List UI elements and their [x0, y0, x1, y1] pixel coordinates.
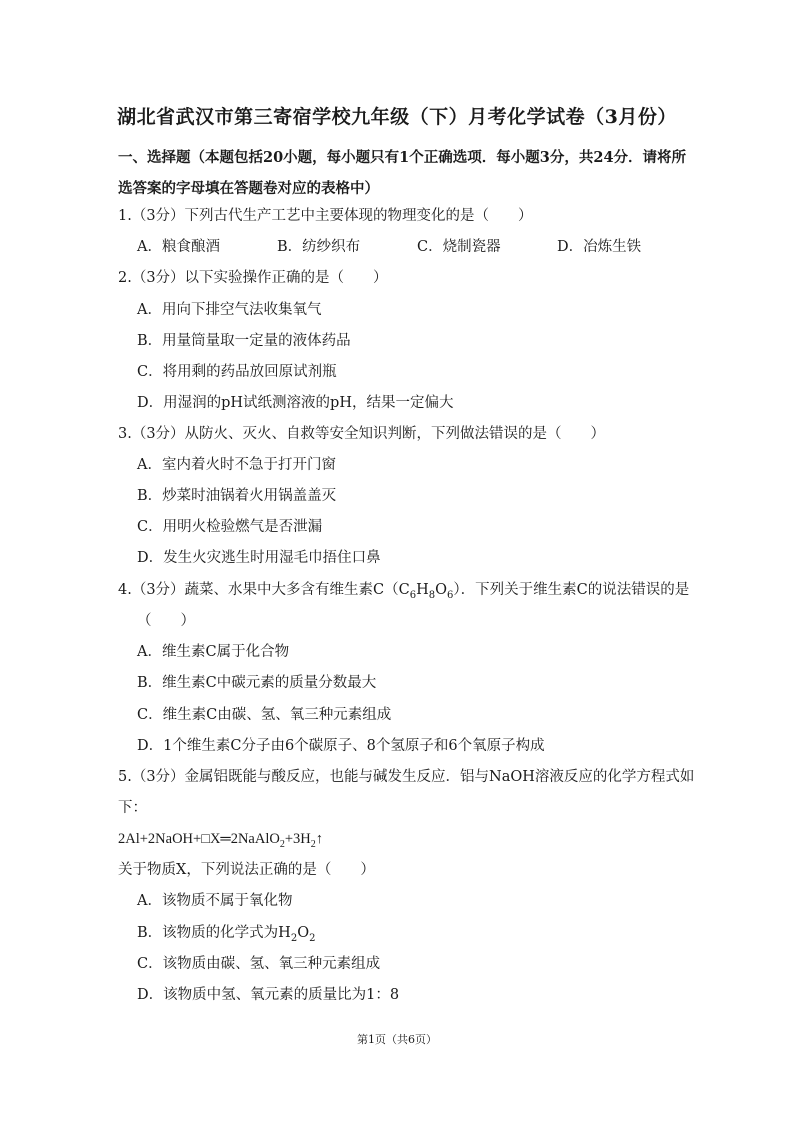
question-3-option-a[interactable]: A．室内着火时不急于打开门窗	[137, 457, 336, 473]
formula-o-letter: O	[297, 925, 310, 941]
question-5-option-d[interactable]: D．该物质中氢、氧元素的质量比为1：8	[137, 987, 400, 1003]
question-5-option-a[interactable]: A．该物质不属于氧化物	[137, 893, 293, 909]
question-3-stem: 3.（3分）从防火、灭火、自救等安全知识判断，下列做法错误的是（ ）	[118, 426, 606, 442]
question-2-option-b[interactable]: B．用量筒量取一定量的液体药品	[137, 333, 351, 349]
question-2-option-d[interactable]: D．用湿润的pH试纸测溶液的pH，结果一定偏大	[137, 395, 454, 411]
equation-left: 2Al+2NaOH+□X═2NaAlO	[118, 831, 280, 847]
question-2-stem: 2.（3分）以下实验操作正确的是（ ）	[118, 270, 388, 286]
page-title: 湖北省武汉市第三寄宿学校九年级（下）月考化学试卷（3月份）	[117, 106, 677, 128]
question-4-option-b[interactable]: B．维生素C中碳元素的质量分数最大	[137, 675, 377, 691]
question-4-stem-line2: （ ）	[137, 613, 195, 629]
question-3-option-d[interactable]: D．发生火灾逃生时用湿毛巾捂住口鼻	[137, 550, 381, 566]
question-1-stem: 1.（3分）下列古代生产工艺中主要体现的物理变化的是（ ）	[118, 208, 533, 224]
formula-subscript-h: 8	[428, 589, 436, 601]
formula-subscript-o2: 2	[309, 932, 316, 944]
gas-arrow-icon: ↑	[315, 831, 323, 847]
page-footer: 第1页（共6页）	[357, 1033, 437, 1046]
equation-mid: +3H	[284, 831, 311, 847]
section-heading: 一、选择题（本题包括20小题，每小题只有1个正确选项．每小题3分，共24分．请将所选答案的字母填在答题卷对应的表格中）	[118, 149, 687, 197]
question-5-option-b-text: B．该物质的化学式为H	[137, 925, 291, 941]
formula-subscript-h2: 2	[290, 932, 298, 944]
question-3-option-c[interactable]: C．用明火检验燃气是否泄漏	[137, 519, 323, 535]
question-1-option-b[interactable]: B．纺纱织布	[277, 239, 361, 255]
formula-o: O	[435, 582, 448, 598]
chemical-equation	[118, 829, 323, 849]
question-4-stem-part2: ）．下列关于维生素C的说法错误的是	[453, 582, 690, 598]
formula-h: H	[416, 582, 429, 598]
question-1-option-c[interactable]: C．烧制瓷器	[417, 239, 501, 255]
question-1-option-d[interactable]: D．冶炼生铁	[557, 239, 642, 255]
question-4-option-a[interactable]: A．维生素C属于化合物	[137, 644, 290, 660]
equation-subscript-2: 2	[310, 838, 316, 850]
question-4-stem-part1: 4.（3分）蔬菜、水果中大多含有维生素C（C	[118, 582, 410, 598]
question-1-option-a[interactable]: A．粮食酿酒	[137, 239, 220, 255]
question-5-stem-line1: 5.（3分）金属铝既能与酸反应，也能与碱发生反应．铝与NaOH溶液反应的化学方程式如	[118, 769, 695, 785]
question-4-option-d[interactable]: D．1个维生素C分子由6个碳原子、8个氢原子和6个氧原子构成	[137, 738, 545, 754]
question-4-option-c[interactable]: C．维生素C由碳、氢、氧三种元素组成	[137, 707, 392, 723]
question-5-question: 关于物质X，下列说法正确的是（ ）	[118, 862, 375, 878]
equation-subscript-1: 2	[279, 838, 285, 850]
question-1-options	[137, 237, 697, 257]
question-2-option-a[interactable]: A．用向下排空气法收集氧气	[137, 302, 322, 318]
question-5-option-c[interactable]: C．该物质由碳、氢、氧三种元素组成	[137, 956, 381, 972]
question-5-option-b[interactable]	[137, 923, 315, 943]
formula-subscript-c: 6	[409, 589, 417, 601]
question-2-option-c[interactable]: C．将用剩的药品放回原试剂瓶	[137, 364, 337, 380]
question-3-option-b[interactable]: B．炒菜时油锅着火用锅盖盖灭	[137, 488, 337, 504]
question-5-stem-line2: 下：	[118, 800, 147, 816]
formula-subscript-o: 6	[447, 589, 454, 601]
question-4-stem	[118, 580, 689, 600]
